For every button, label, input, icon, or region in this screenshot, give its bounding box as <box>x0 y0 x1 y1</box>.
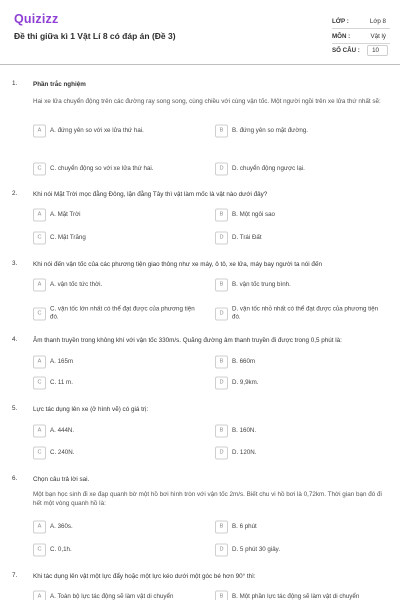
option-text: C. Mặt Trăng <box>50 233 86 241</box>
option-text: C. vận tốc lớn nhất có thể đạt được của phương tiện đó. <box>50 305 195 321</box>
option-text: C. chuyển động so với xe lửa thứ hai. <box>50 164 154 172</box>
question-number: 3. <box>12 260 18 267</box>
option-letter-box: D <box>215 308 228 321</box>
option-b[interactable] <box>215 423 380 439</box>
brand-logo: Quizizz <box>14 12 59 26</box>
option-text: C. 0,1h. <box>50 545 72 553</box>
option-text: B. 660m <box>232 357 256 365</box>
question-number: 5. <box>12 405 18 412</box>
option-text: B. vận tốc trung bình. <box>232 280 291 288</box>
option-letter-box: A <box>33 591 46 600</box>
worksheet-header <box>0 0 400 62</box>
option-text: A. 360s. <box>50 522 73 530</box>
option-letter-box: C <box>33 232 46 245</box>
option-letter-box: B <box>215 209 228 222</box>
option-letter-box: B <box>215 356 228 369</box>
option-b[interactable] <box>215 589 380 600</box>
question-text: Khi nói Mặt Trời mọc đằng Đông, lặn đằng Tây thì vật làm mốc là vật nào dưới đây? <box>33 191 268 198</box>
option-letter-box: A <box>33 125 46 138</box>
option-text: B. 6 phút <box>232 522 257 530</box>
option-d[interactable] <box>215 161 380 177</box>
meta-question-count-label: SỐ CÂU : <box>332 47 360 54</box>
option-text: D. chuyển động ngược lại. <box>232 164 305 172</box>
question-text: Hai xe lửa chuyển động trên các đường ray song song, cùng chiều với cùng vận tốc. Một người ngồi trên xe lửa thứ nhất sẽ: <box>33 98 381 105</box>
option-text: A. Toàn bộ lực tác động sẽ làm vật di chuyển <box>50 592 174 600</box>
option-b[interactable] <box>215 354 380 370</box>
meta-question-count <box>332 43 390 57</box>
meta-subject-label: MÔN : <box>332 33 351 40</box>
option-d[interactable] <box>215 303 380 325</box>
meta-subject-value: Vật lý <box>370 33 386 40</box>
question-number: 6. <box>12 475 18 482</box>
option-letter-box: B <box>215 425 228 438</box>
option-d[interactable] <box>215 542 380 558</box>
question-number: 7. <box>12 572 18 579</box>
option-letter-box: D <box>215 377 228 390</box>
option-letter-box: D <box>215 163 228 176</box>
question-subtext: Một bạn học sinh đi xe đạp quanh bờ một hồ bơi hình tròn với vận tốc 2m/s. Biết chu vi hồ bơi là 0,72km. Thời gian bạn đó đi hết một vòng quanh hồ là: <box>33 491 382 508</box>
option-c[interactable] <box>33 161 198 177</box>
option-text: D. 120N. <box>232 448 257 456</box>
meta-class-label: LỚP : <box>332 18 349 25</box>
meta-question-count-value: 10 <box>367 45 388 56</box>
option-d[interactable] <box>215 445 380 461</box>
option-letter-box: B <box>215 125 228 138</box>
header-divider <box>0 64 400 65</box>
question-text: Âm thanh truyền trong không khí với vận tốc 330m/s. Quãng đường âm thanh truyền đi được trong 0,5 phút là: <box>33 337 342 344</box>
option-text: B. 160N. <box>232 426 257 434</box>
option-letter-box: D <box>215 447 228 460</box>
option-letter-box: B <box>215 521 228 534</box>
option-a[interactable] <box>33 277 198 293</box>
option-a[interactable] <box>33 519 198 535</box>
document-title: Đề thi giữa kì 1 Vật Lí 8 có đáp án (Đề 3) <box>14 31 176 41</box>
meta-class <box>332 14 390 29</box>
option-c[interactable] <box>33 542 198 558</box>
option-a[interactable] <box>33 354 198 370</box>
option-text: C. 11 m. <box>50 378 73 386</box>
question-text: Lực tác dụng lên xe (ở hình vẽ) có giá trị: <box>33 406 149 413</box>
option-d[interactable] <box>215 375 380 391</box>
option-letter-box: C <box>33 377 46 390</box>
option-a[interactable] <box>33 123 198 139</box>
option-text: C. 240N. <box>50 448 75 456</box>
option-text: A. 165m <box>50 357 74 365</box>
option-a[interactable] <box>33 589 198 600</box>
option-text: D. 9,9km. <box>232 378 259 386</box>
option-letter-box: A <box>33 279 46 292</box>
option-d[interactable] <box>215 230 380 246</box>
question-text: Chọn câu trả lời sai. <box>33 476 90 483</box>
option-text: B. Một phần lực tác động sẽ làm vật di chuyển <box>232 592 360 600</box>
option-c[interactable] <box>33 445 198 461</box>
option-b[interactable] <box>215 519 380 535</box>
option-letter-box: C <box>33 447 46 460</box>
option-text: A. đứng yên so với xe lửa thứ hai. <box>50 126 144 134</box>
question-number: 4. <box>12 336 18 343</box>
option-letter-box: C <box>33 163 46 176</box>
option-b[interactable] <box>215 123 380 139</box>
option-text: B. Một ngôi sao <box>232 210 275 218</box>
option-letter-box: B <box>215 279 228 292</box>
meta-class-value: Lớp 8 <box>369 18 386 25</box>
option-letter-box: D <box>215 232 228 245</box>
option-letter-box: A <box>33 521 46 534</box>
question-number: 1. <box>12 80 18 87</box>
option-b[interactable] <box>215 277 380 293</box>
option-text: A. vận tốc tức thời. <box>50 280 103 288</box>
option-letter-box: D <box>215 544 228 557</box>
option-c[interactable] <box>33 303 198 325</box>
option-text: B. đứng yên so mặt đường. <box>232 126 308 134</box>
option-text: A. 444N. <box>50 426 75 434</box>
option-letter-box: A <box>33 209 46 222</box>
option-letter-box: B <box>215 591 228 600</box>
option-text: D. 5 phút 30 giây. <box>232 545 281 553</box>
option-text: D. Trái Đất <box>232 233 262 241</box>
option-letter-box: C <box>33 308 46 321</box>
option-letter-box: C <box>33 544 46 557</box>
option-letter-box: A <box>33 425 46 438</box>
meta-subject <box>332 29 390 44</box>
option-text: D. vận tốc nhỏ nhất có thể đạt được của phương tiện đó. <box>232 305 379 321</box>
option-c[interactable] <box>33 230 198 246</box>
option-c[interactable] <box>33 375 198 391</box>
option-a[interactable] <box>33 423 198 439</box>
question-text: Khi nói đến vận tốc của các phương tiện giao thông như xe máy, ô tô, xe lửa, máy bay người ta nói đến <box>33 261 322 268</box>
option-a[interactable] <box>33 207 198 223</box>
question-number: 2. <box>12 190 18 197</box>
question-text: Khi tác dụng lên vật một lực đẩy hoặc một lực kéo dưới một góc bé hơn 90° thì: <box>33 573 256 580</box>
section-heading: Phần trắc nghiệm <box>33 81 86 88</box>
option-letter-box: A <box>33 356 46 369</box>
option-text: A. Mặt Trời <box>50 210 81 218</box>
option-b[interactable] <box>215 207 380 223</box>
